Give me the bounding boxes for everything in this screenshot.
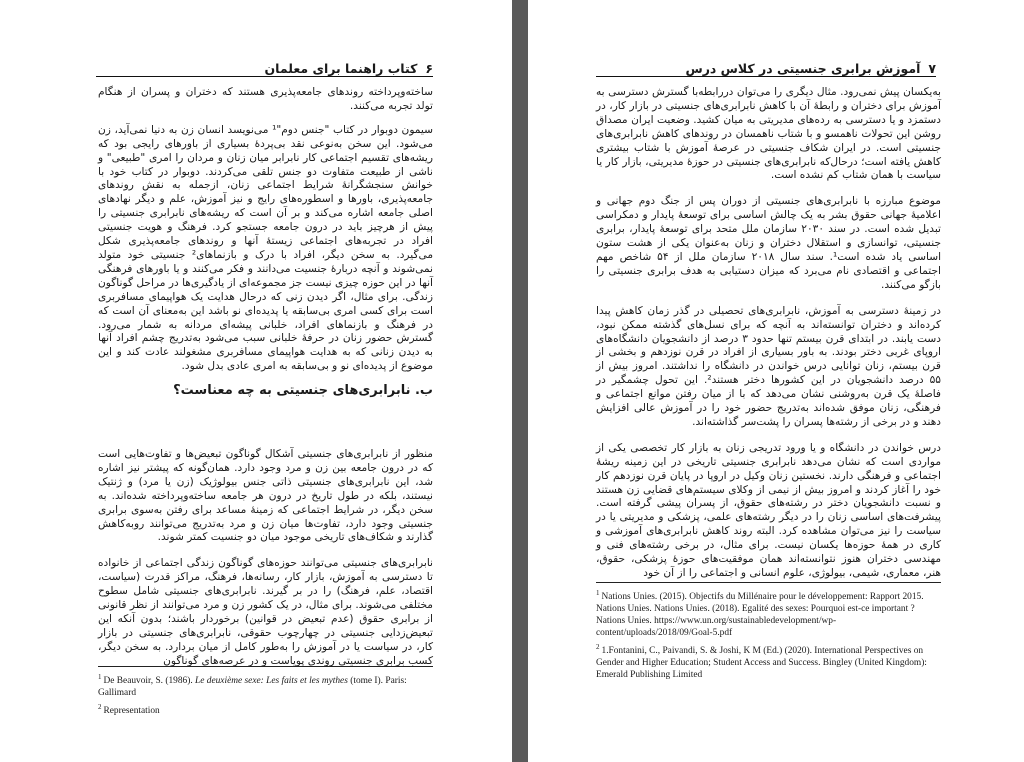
paragraph: منظور از نابرابری‌های جنسیتی آشکال گوناگون تبعیض‌ها و تفاوت‌هایی است که در درون جامعه بین زن و مرد وجود دارد. همان‌گونه که پیشتر نیز اشاره شد، این نابرابری‌های جنسیتی ذاتی جنس بیولوژیک (زن یا مرد) و ژنتیک نیستند، بلکه در طول تاریخ در درون هر جامعه ساخته‌وپرداخته شده‌اند. به سخن دیگر، در شرایط اجتماعی که زمینهٔ مساعد برای رفتن به‌سوی برابری جنسیتی وجود دارد، تفاوت‌ها میان زن و مرد به‌تدریج می‌توانند روبه‌کاهش گذارند و شکاف‌های تاریخی موجود میان دو جنسیت کمتر شوند. bbox=[98, 448, 433, 544]
section-heading: ب. نابرابری‌های جنسیتی به چه معناست؟ bbox=[173, 383, 433, 399]
paragraph: موضوع مبارزه با نابرابری‌های جنسیتی از دوران پس از جنگ دوم جهانی و اعلامیهٔ جهانی حقوق بشر به یک چالش اساسی برای توسعهٔ پایدار و دمکراسی تبدیل شده است. در سند ۲۰۳۰ سازمان ملل متحد برای توسعهٔ پایدار، برابری جنسیتی، توانسازی و استقلال دختران و زنان به‌عنوان یکی از هشت ستون اساسی یاد شده است¹. سند سال ۲۰۱۸ سازمان ملل از ۵۴ شاخص مهم اجتماعی و اقتصادی نام می‌برد که میزان دستیابی به هدف برابری جنسیتی را بازگو می‌کنند. bbox=[596, 195, 942, 291]
left-body-text bbox=[98, 86, 433, 681]
footnote-2: $^2$ Representation bbox=[98, 703, 160, 717]
right-running-header bbox=[596, 56, 936, 77]
footnote-2: $^2$ 1.Fontanini, C., Paivandi, S. & Joshi, K M (Ed.) (2020). International Perspectives on Gender and Higher Education; Student Access and Success. Bingley (United Kingdom): Emerald Publishing Limited bbox=[596, 643, 927, 681]
paragraph: در زمینهٔ دسترسی به آموزش، نابرابری‌های تحصیلی در گذر زمان کاهش پیدا کرده‌اند و دختران توانسته‌اند به آنچه که برای نسل‌های گذشته ممکن نبود، دست یابند. در ابتدای قرن بیستم تنها حدود ۳ درصد از دانشجویان دانشگاه‌های اروپای غربی دختر بودند. به باور بسیاری از افراد در قرن نوزدهم و بخشی از قرن بیستم، زنان توانایی درس خواندن در دانشگاه را نداشتند. امروز بیش از ۵۵ درصد دانشجویان در این کشورها دختر هستند². این تحول چشمگیر در فاصلهٔ یک قرن به‌روشنی نشان می‌دهد که با از میان رفتن موانع اجتماعی و فرهنگی، زنان موفق شده‌اند به‌تدریج حضور خود را در آموزش عالی افزایش دهند و در برخی از رشته‌ها پسران را پشت‌سر گذاشته‌اند. bbox=[596, 304, 941, 428]
right-footnotes bbox=[596, 582, 941, 683]
right-page-number: ۷ bbox=[928, 61, 936, 76]
paragraph: درس خواندن در دانشگاه و یا ورود تدریجی زنان به بازار کار تخصصی یکی از مواردی است که نشان می‌دهد نابرابری جنسیتی تاریخی در این زمینه ریشهٔ اجتماعی و فرهنگی دارند. نخستین زنان وکیل در اروپا در پایان قرن نوزدهم کار خود را آغاز کردند و امروز بیش از نیمی از وکلای سیستم‌های قضایی زن هستند و نسبت دانشجویان دختر در رشته‌های حقوق، از پسران پیشی گرفته است. پیشرفت‌های اساسی زنان را در دیگر رشته‌های علمی، پزشکی و مدیریتی یا در سیاست را نیز می‌توان مشاهده کرد. البته روند کاهش نابرابری‌های آموزشی و کاری در همهٔ حوزه‌ها یکسان نیست. برای مثال، در برخی رشته‌های فنی و مهندسی دختران هنوز نتوانسته‌اند همان موفقیت‌های حوزهٔ پزشکی، حقوق، هنر، معماری، شیمی، بیولوژی، علوم انسانی و اجتماعی را از آن خود bbox=[596, 441, 941, 579]
paragraph: سیمون دوبوار در کتاب "جنس دوم"¹ می‌نویسد انسان زن به دنیا نمی‌آید، زن می‌شود. این سخن به‌نوعی نقد بی‌پردهٔ بسیاری از باورهای رایجی بود که ریشه‌های تقسیم اجتماعی کار نابرابر میان زنان و مردان را امری "طبیعی" و ناشی از طبیعت متفاوت دو جنس تلقی می‌کردند. دوبوار در کتاب خود با خوانش سنجشگرانهٔ شرایط اجتماعی زنان، ازجمله به نقش روندهای جامعه‌پذیری، باورها و اسطوره‌های رایج و نیز آموزش، علم و دیگر نهادهای اصلی جامعه اشاره می‌کند و بر آن است که ریشه‌های نابرابری جنسیتی را پیش از هرچیز باید در درون جامعه جستجو کرد. فرهنگ و هویت جنسیتی افراد در تجربه‌های اجتماعی زیستهٔ آنها و روندهای جامعه‌پذیری شکل می‌گیرد. به سخن دیگر، افراد با درک و بازنماهای² جنسیتی خود متولد نمی‌شوند و آنچه دربارهٔ جنسیت می‌دانند و فکر می‌کنند و یا باورهای فرهنگی آنها در این حوزه چیزی نیست جز مجموعه‌ای از یادگیری‌ها در مراحل گوناگون زندگی. برای مثال، اگر دیدن زنی که درحال هدایت یک هواپیمای مسافربری است برای کسی امری بی‌سابقه یا پدیده‌ای نو باشد این به‌معنای آن است که در فرهنگ و بازنماهای افراد، خلبانی پیشه‌ای مردانه به شمار می‌رود. گسترش حضور زنان در حرفهٔ خلبانی سبب می‌شود به‌تدریج چشم افراد آنها به دیدن زنانی که به هدایت هواپیمای مسافربری مشغولند عادت کند و این موضوع از پدیده‌ای نو و بی‌سابقه به امری عادی بدل شود. bbox=[98, 123, 434, 373]
paragraph: به‌یکسان پیش نمی‌رود. مثال دیگری را می‌توان دررابطه‌با گسترش دسترسی به آموزش برای دختران و رابطهٔ آن با کاهش نابرابری‌های جنسیتی در بازار کار، در دستمزد و یا دسترسی به رده‌های مدیریتی به میان کشید. وضعیت ایران مصداق روشن این تحولات ناهمسو و با شتاب ناهمسان در روندهای کاهش نابرابری‌های جنسیتی است. در ایران شکاف جنسیتی در عرصهٔ آموزش با شتاب بیشتری کاهش یافته است؛ درحال‌که نابرابری‌های جنسیتی در حوزهٔ مدیریتی، بازار کار یا سیاست با همان شتاب کم نشده است. bbox=[596, 86, 941, 182]
footnote-1: $^1$ De Beauvoir, S. (1986). Le deuxième sexe: Les faits et les mythes (tome I). Paris: Gallimard bbox=[98, 673, 407, 699]
paragraph: ساخته‌وپرداخته روندهای جامعه‌پذیری هستند که دختران و پسران از هنگام تولد تجربه می‌کنند. bbox=[98, 86, 433, 112]
right-page bbox=[528, 0, 1024, 762]
right-header-title: آموزش برابری جنسیتی در کلاس درس bbox=[685, 61, 921, 76]
right-body-text bbox=[596, 86, 941, 593]
book-spine bbox=[512, 0, 528, 762]
left-running-header bbox=[96, 56, 433, 77]
left-page-number: ۶ bbox=[425, 61, 433, 76]
left-header-title: کتاب راهنما برای معلمان bbox=[264, 61, 418, 76]
left-footnotes bbox=[98, 666, 433, 719]
footnote-1: $^1$ Nations Unies. (2015). Objectifs du Millénaire pour le développement: Rapport 2015. Nations Unies. Nations Unies. (2018). Egalité des sexes: Pourquoi est-ce important ? Nations Unies. https://www.un.org/sustainabledevelopment/wp-content/uploads/2018/09/Goal-5.pdf bbox=[596, 589, 924, 639]
paragraph: نابرابری‌های جنسیتی می‌توانند حوزه‌های گوناگون زندگی اجتماعی از خانواده تا دسترسی به آموزش، بازار کار، رسانه‌ها، فرهنگ، مراکز قدرت (سیاست، اقتصاد، علم، فرهنگ) را در بر گیرند. نابرابری‌های جنسیتی شامل سطوح مختلفی می‌شوند. برای مثال، در یک کشور زن و مرد می‌توانند از نظر قانونی از برابری حقوق (عدم تبعیض در قوانین) برخوردار باشند؛ بدون آنکه این تبعیض‌زدایی جنسیتی در چهارچوب حقوقی، نابرابری‌های جنسیتی در بازار کار، در سیاست یا در آموزش را به‌طور کامل از میان بردارد. به سخن دیگر، کسب برابری جنسیتی روندی پویاست و در عرصه‌های گوناگون bbox=[98, 557, 433, 667]
